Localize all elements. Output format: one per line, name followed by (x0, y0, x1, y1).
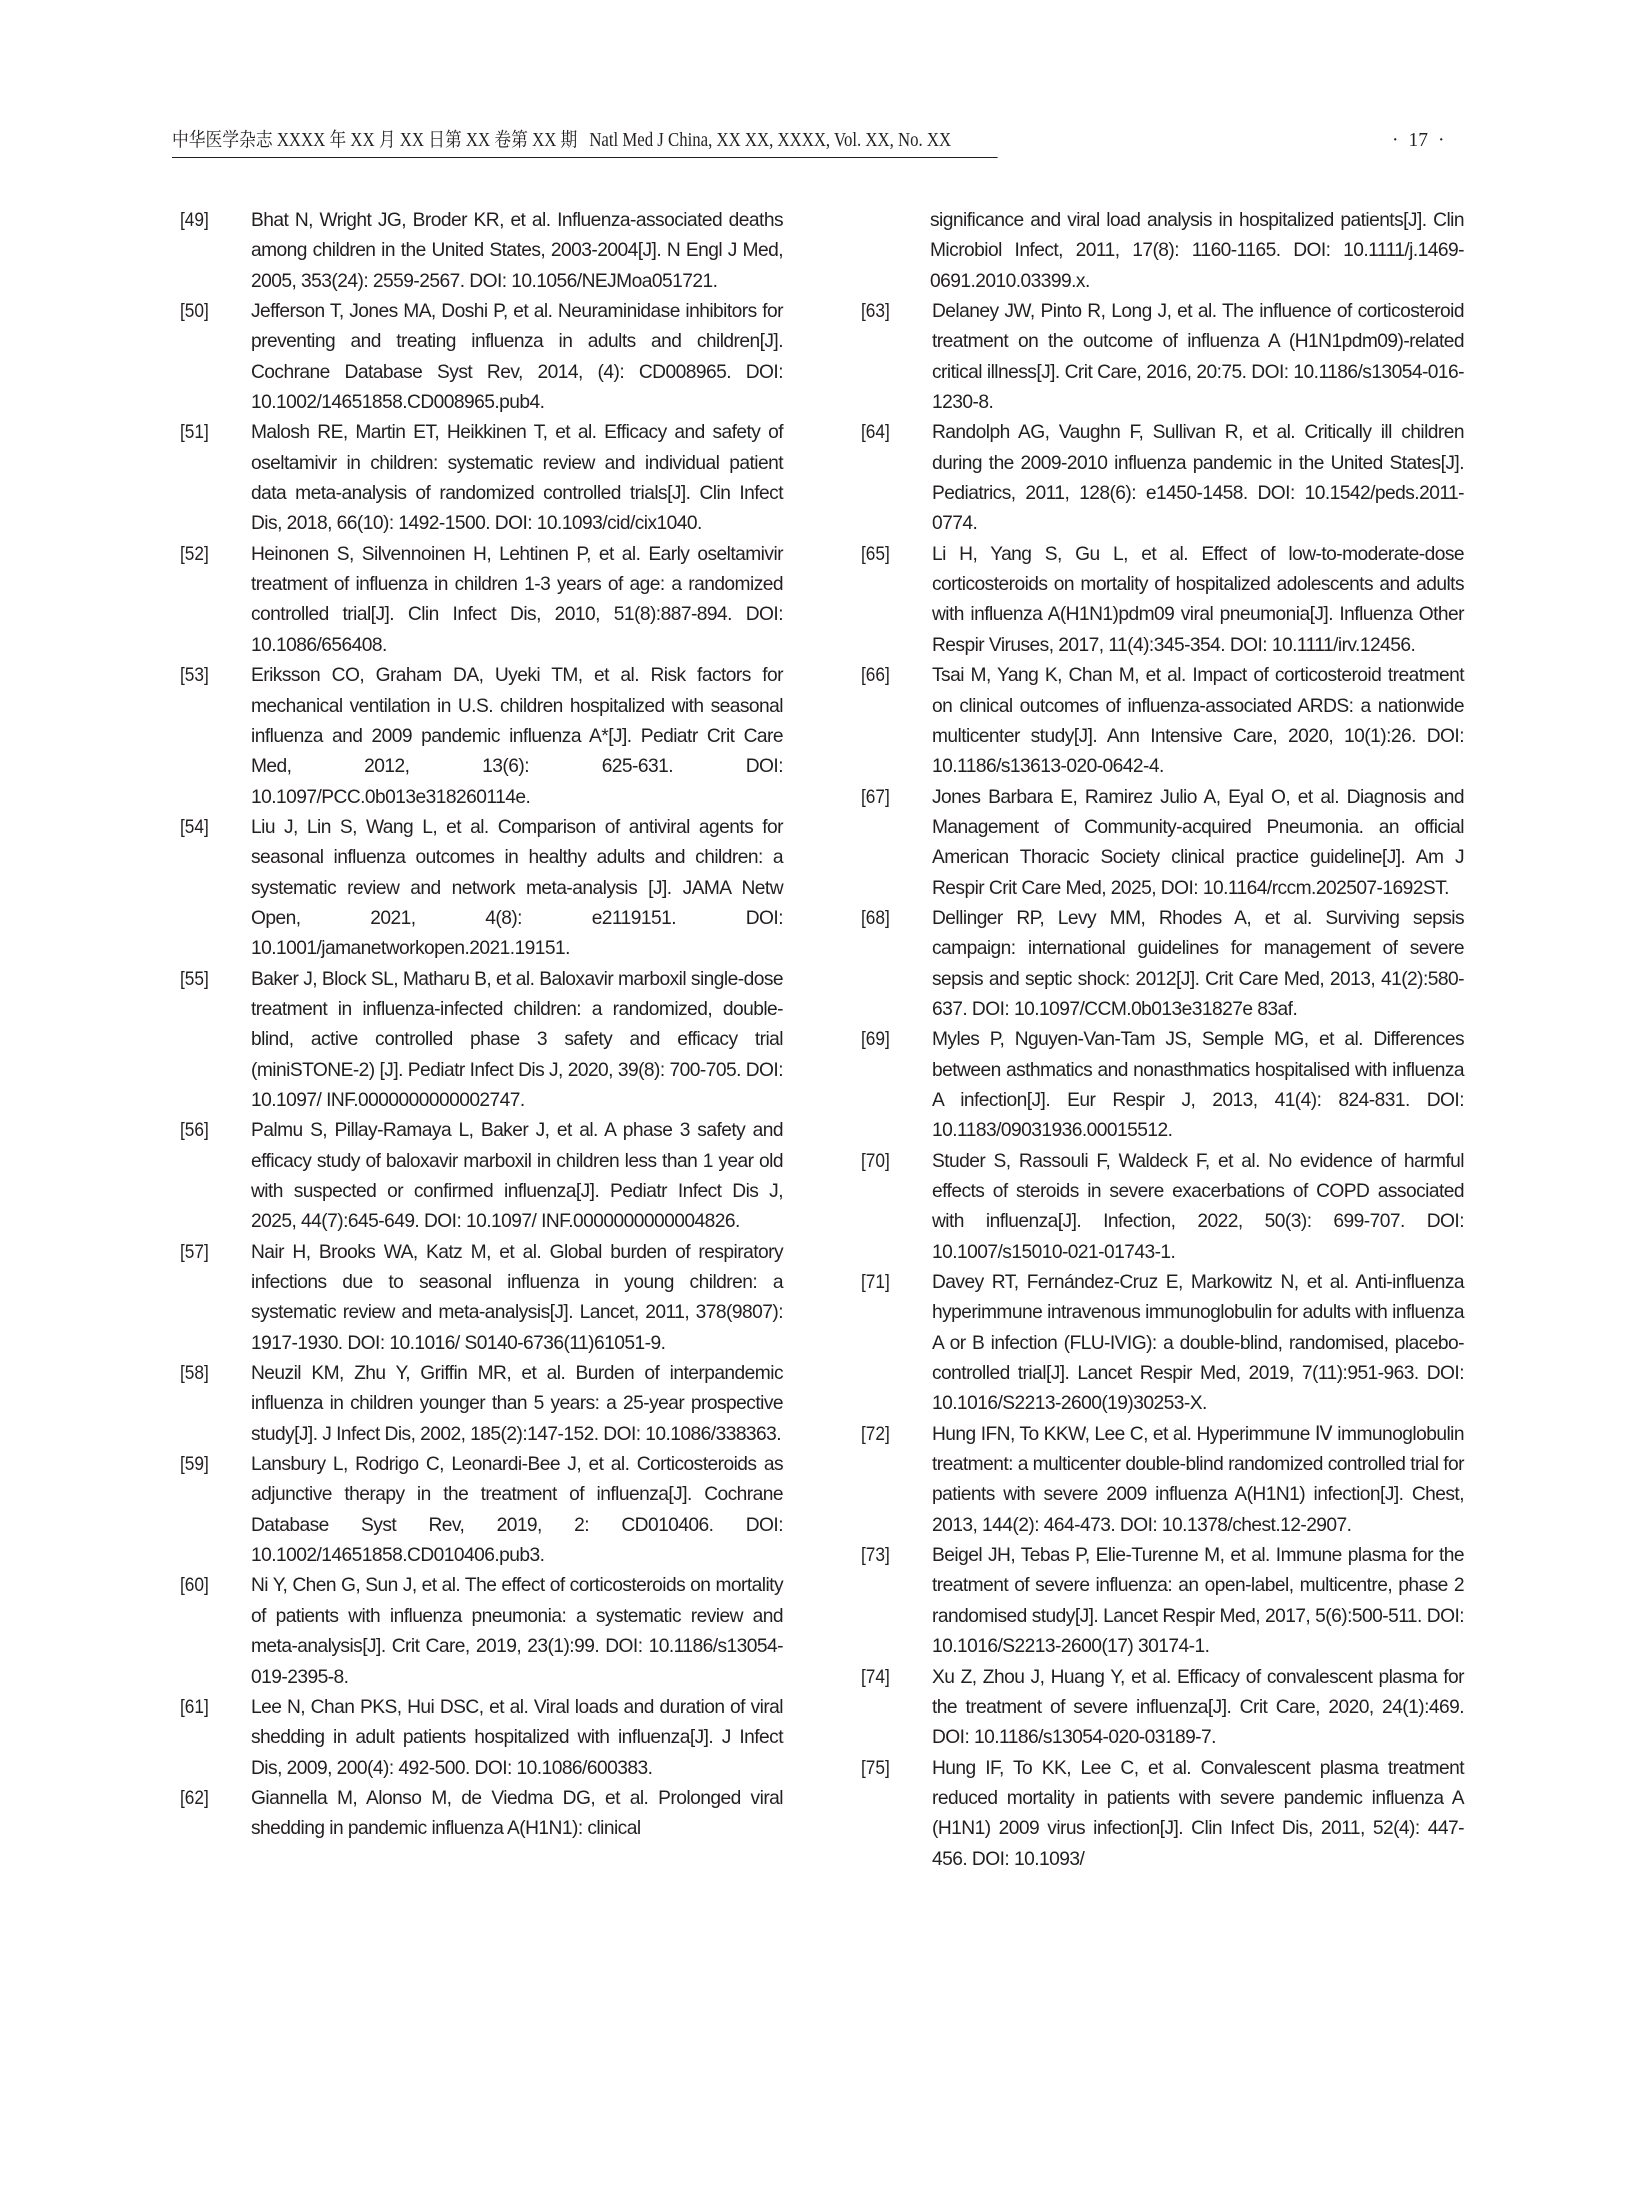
reference-text: Heinonen S, Silvennoinen H, Lehtinen P, et al. Early oseltamivir treatment of influenza in children 1-3 years of age: a randomized controlled trial[J]. Clin Infect Dis, 2010, 51(8):887-894. DOI: 10.1086/656408. (251, 543, 783, 656)
reference-number: [67] (861, 786, 890, 808)
reference-item (178, 418, 790, 539)
reference-item (178, 1450, 790, 1571)
reference-text: Neuzil KM, Zhu Y, Griffin MR, et al. Burden of interpandemic influenza in children younger than 5 years: a 25-year prospective study[J]. J Infect Dis, 2002, 185(2):147-152. DOI: 10.1086/338363. (251, 1363, 783, 1445)
reference-text: Tsai M, Yang K, Chan M, et al. Impact of corticosteroid treatment on clinical outcomes of influenza-associated ARDS: a nationwide multicenter study[J]. Ann Intensive Care, 2020, 10(1):26. DOI: 10.1186/s13613-020-0642-4. (932, 665, 1464, 778)
reference-item (178, 1116, 790, 1237)
reference-item (859, 297, 1471, 418)
reference-item (859, 783, 1471, 904)
reference-item (859, 904, 1471, 1025)
reference-text: Nair H, Brooks WA, Katz M, et al. Global burden of respiratory infections due to seasonal influenza in young children: a systematic review and meta-analysis[J]. Lancet, 2011, 378(9807): 1917-1930. DOI: 10.1016/ S0140-6736(11)61051-9. (251, 1241, 783, 1354)
reference-continuation (859, 206, 1471, 297)
reference-text: Randolph AG, Vaughn F, Sullivan R, et al. Critically ill children during the 2009-2010 influenza pandemic in the United States[J]. Pediatrics, 2011, 128(6): e1450-1458. DOI: 10.1542/peds.2011-0774. (932, 422, 1464, 535)
reference-text: Liu J, Lin S, Wang L, et al. Comparison of antiviral agents for seasonal influenza outcomes in healthy adults and children: a systematic review and network meta-analysis [J]. JAMA Netw Open, 2021, 4(8): e2119151. DOI: 10.1001/jamanetworkopen.2021.19151. (251, 816, 783, 960)
reference-number: [73] (861, 1545, 890, 1567)
journal-title-en: Natl Med J China, XX XX, XXXX, Vol. XX, No. XX (589, 130, 952, 151)
reference-text: Delaney JW, Pinto R, Long J, et al. The influence of corticosteroid treatment on the outcome of influenza A (H1N1pdm09)-related critical illness[J]. Crit Care, 2016, 20:75. DOI: 10.1186/s13054-016-1230-8. (932, 301, 1464, 414)
references-right-column (859, 206, 1471, 1875)
reference-text: Eriksson CO, Graham DA, Uyeki TM, et al. Risk factors for mechanical ventilation in U.S. children hospitalized with seasonal influenza and 2009 pandemic influenza A*[J]. Pediatr Crit Care Med, 2012, 13(6): 625-631. DOI: 10.1097/PCC.0b013e318260114e. (251, 665, 783, 808)
reference-number: [61] (180, 1696, 209, 1718)
reference-item (178, 1238, 790, 1359)
reference-number: [50] (180, 301, 209, 323)
reference-text: Studer S, Rassouli F, Waldeck F, et al. No evidence of harmful effects of steroids in severe exacerbations of COPD associated with influenza[J]. Infection, 2022, 50(3): 699-707. DOI: 10.1007/s15010-021-01743-1. (932, 1150, 1464, 1263)
reference-number: [75] (861, 1757, 890, 1779)
reference-text: Hung IFN, To KKW, Lee C, et al. Hyperimmune Ⅳ immunoglobulin treatment: a multicenter double-blind randomized controlled trial for patients with severe 2009 influenza A(H1N1) infection[J]. Chest, 2013, 144(2): 464-473. DOI: 10.1378/chest.12-2907. (932, 1423, 1464, 1536)
reference-number: [56] (180, 1120, 209, 1142)
reference-item (859, 1541, 1471, 1662)
reference-text: Lee N, Chan PKS, Hui DSC, et al. Viral loads and duration of viral shedding in adult patients hospitalized with influenza[J]. J Infect Dis, 2009, 200(4): 492-500. DOI: 10.1086/600383. (251, 1696, 783, 1779)
reference-number: [66] (861, 665, 890, 687)
reference-text: Malosh RE, Martin ET, Heikkinen T, et al. Efficacy and safety of oseltamivir in children: systematic review and individual patient data meta-analysis of randomized controlled trials[J]. Clin Infect Dis, 2018, 66(10): 1492-1500. DOI: 10.1093/cid/cix1040. (251, 422, 783, 535)
reference-number: [59] (180, 1454, 209, 1476)
reference-item (859, 418, 1471, 539)
page-number (1382, 127, 1455, 155)
reference-text: Ni Y, Chen G, Sun J, et al. The effect of corticosteroids on mortality of patients with influenza pneumonia: a systematic review and meta-analysis[J]. Crit Care, 2019, 23(1):99. DOI: 10.1186/s13054-019-2395-8. (251, 1575, 783, 1688)
reference-number: [64] (861, 422, 890, 444)
reference-number: [51] (180, 422, 209, 444)
reference-number: [54] (180, 816, 209, 838)
reference-text: Palmu S, Pillay-Ramaya L, Baker J, et al. A phase 3 safety and efficacy study of baloxavir marboxil in children less than 1 year old with suspected or confirmed influenza[J]. Pediatr Infect Dis J, 2025, 44(7):645-649. DOI: 10.1097/ INF.0000000000004826. (251, 1120, 783, 1233)
references-left-column (178, 206, 790, 1845)
reference-text: Xu Z, Zhou J, Huang Y, et al. Efficacy of convalescent plasma for the treatment of severe influenza[J]. Crit Care, 2020, 24(1):469. DOI: 10.1186/s13054-020-03189-7. (932, 1666, 1464, 1749)
journal-title-cn: 中华医学杂志 XXXX 年 XX 月 XX 日第 XX 卷第 XX 期 (172, 130, 578, 151)
bullet-icon: · (1392, 130, 1399, 151)
reference-text: Myles P, Nguyen-Van-Tam JS, Semple MG, et al. Differences between asthmatics and nonasthmatics hospitalised with influenza A infection[J]. Eur Respir J, 2013, 41(4): 824-831. DOI: 10.1183/09031936.00015512. (932, 1029, 1464, 1142)
reference-item (178, 206, 790, 297)
reference-number: [72] (861, 1423, 890, 1445)
reference-item (178, 1571, 790, 1692)
reference-item (859, 540, 1471, 661)
bullet-icon: · (1438, 130, 1445, 151)
reference-item (178, 1693, 790, 1784)
reference-number: [53] (180, 665, 209, 687)
reference-number: [55] (180, 968, 209, 990)
reference-number: [58] (180, 1363, 209, 1385)
reference-text: Giannella M, Alonso M, de Viedma DG, et al. Prolonged viral shedding in pandemic influenza A(H1N1): clinical (251, 1787, 783, 1840)
reference-text: Jones Barbara E, Ramirez Julio A, Eyal O, et al. Diagnosis and Management of Community-acquired Pneumonia. an official American Thoracic Society clinical practice guideline[J]. Am J Respir Crit Care Med, 2025, DOI: 10.1164/rccm.202507-1692ST. (932, 786, 1464, 899)
reference-item (178, 1784, 790, 1845)
reference-number: [74] (861, 1666, 890, 1688)
reference-text: Li H, Yang S, Gu L, et al. Effect of low-to-moderate-dose corticosteroids on mortality of hospitalized adolescents and adults with influenza A(H1N1)pdm09 viral pneumonia[J]. Influenza Other Respir Viruses, 2017, 11(4):345-354. DOI: 10.1111/irv.12456. (932, 543, 1464, 656)
reference-number: [52] (180, 543, 209, 565)
reference-text: Beigel JH, Tebas P, Elie-Turenne M, et al. Immune plasma for the treatment of severe influenza: an open-label, multicentre, phase 2 randomised study[J]. Lancet Respir Med, 2017, 5(6):500-511. DOI: 10.1016/S2213-2600(17) 30174-1. (932, 1545, 1464, 1658)
page-number-value: 17 (1408, 130, 1428, 151)
reference-number: [49] (180, 210, 209, 231)
reference-text: significance and viral load analysis in hospitalized patients[J]. Clin Microbiol Infect, 2011, 17(8): 1160-1165. DOI: 10.1111/j.1469-0691.2010.03399.x. (930, 210, 1464, 292)
reference-item (859, 1420, 1471, 1541)
reference-item (178, 965, 790, 1117)
reference-text: Hung IF, To KK, Lee C, et al. Convalescent plasma treatment reduced mortality in patients with severe pandemic influenza A (H1N1) 2009 virus infection[J]. Clin Infect Dis, 2011, 52(4): 447-456. DOI: 10.1093/ (932, 1757, 1464, 1870)
reference-number: [62] (180, 1787, 209, 1809)
reference-number: [60] (180, 1575, 209, 1597)
reference-item (178, 813, 790, 965)
reference-text: Baker J, Block SL, Matharu B, et al. Baloxavir marboxil single-dose treatment in influenza-infected children: a randomized, double-blind, active controlled phase 3 safety and efficacy trial (miniSTONE-2) [J]. Pediatr Infect Dis J, 2020, 39(8): 700-705. DOI: 10.1097/ INF.0000000000002747. (251, 968, 783, 1111)
reference-item (859, 1268, 1471, 1420)
reference-number: [65] (861, 543, 890, 565)
reference-item (178, 540, 790, 661)
reference-item (178, 1359, 790, 1450)
reference-number: [68] (861, 907, 890, 929)
reference-number: [69] (861, 1029, 890, 1051)
reference-text: Dellinger RP, Levy MM, Rhodes A, et al. Surviving sepsis campaign: international guidelines for management of severe sepsis and septic shock: 2012[J]. Crit Care Med, 2013, 41(2):580-637. DOI: 10.1097/CCM.0b013e31827e 83af. (932, 907, 1464, 1020)
reference-number: [57] (180, 1241, 209, 1263)
reference-item (859, 1663, 1471, 1754)
reference-item (859, 1147, 1471, 1268)
reference-text: Bhat N, Wright JG, Broder KR, et al. Influenza-associated deaths among children in the United States, 2003-2004[J]. N Engl J Med, 2005, 353(24): 2559-2567. DOI: 10.1056/NEJMoa051721. (251, 210, 783, 292)
reference-text: Lansbury L, Rodrigo C, Leonardi-Bee J, et al. Corticosteroids as adjunctive therapy in the treatment of influenza[J]. Cochrane Database Syst Rev, 2019, 2: CD010406. DOI: 10.1002/14651858.CD010406.pub3. (251, 1454, 783, 1567)
reference-number: [71] (861, 1272, 890, 1294)
reference-item (859, 1025, 1471, 1146)
reference-item (859, 661, 1471, 782)
reference-number: [63] (861, 301, 890, 323)
reference-number: [70] (861, 1150, 890, 1172)
reference-item (859, 1754, 1471, 1875)
reference-item (178, 297, 790, 418)
running-header (172, 127, 998, 158)
reference-text: Davey RT, Fernández-Cruz E, Markowitz N, et al. Anti-influenza hyperimmune intravenous immunoglobulin for adults with influenza A or B infection (FLU-IVIG): a double-blind, randomised, placebo-controlled trial[J]. Lancet Respir Med, 2019, 7(11):951-963. DOI: 10.1016/S2213-2600(19)30253-X. (932, 1272, 1464, 1415)
reference-item (178, 661, 790, 813)
reference-text: Jefferson T, Jones MA, Doshi P, et al. Neuraminidase inhibitors for preventing and treating influenza in adults and children[J]. Cochrane Database Syst Rev, 2014, (4): CD008965. DOI: 10.1002/14651858.CD008965.pub4. (251, 301, 783, 414)
